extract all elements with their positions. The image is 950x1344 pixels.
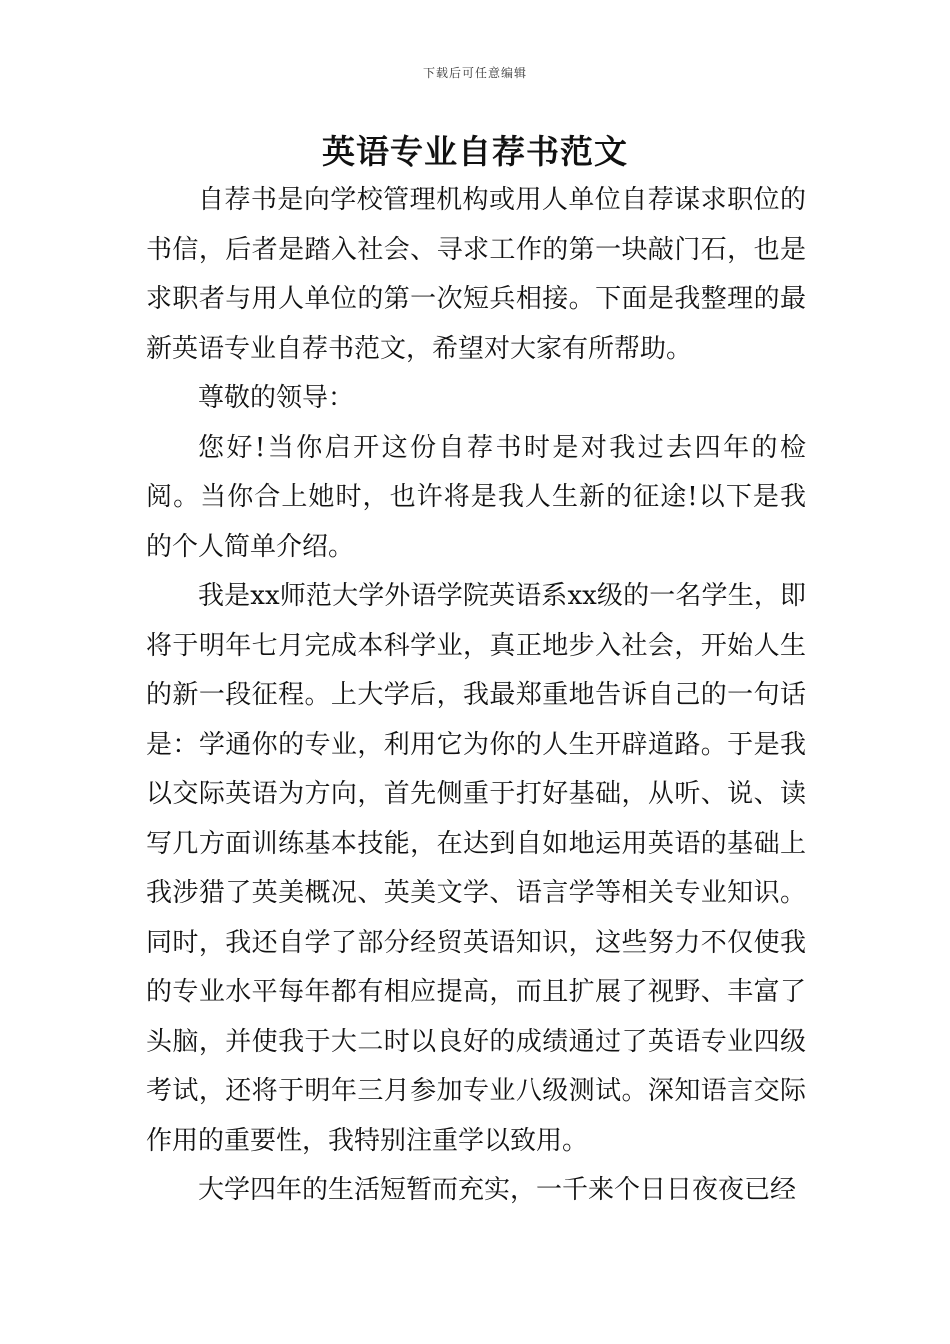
paragraph-self-introduction: 我是xx师范大学外语学院英语系xx级的一名学生，即将于明年七月完成本科学业，真正地步入社会，开始人生的新一段征程。上大学后，我最郑重地告诉自己的一句话是：学通你的专业，利用它为你的人生开辟道路。于是我以交际英语为方向，首先侧重于打好基础，从听、说、读写几方面训练基本技能，在达到自如地运用英语的基础上我涉猎了英美概况、英美文学、语言学等相关专业知识。同时，我还自学了部分经贸英语知识，这些努力不仅使我的专业水平每年都有相应提高，而且扩展了视野、丰富了头脑，并使我于大二时以良好的成绩通过了英语专业四级考试，还将于明年三月参加专业八级测试。深知语言交际作用的重要性，我特别注重学以致用。 xyxy=(146,581,806,1156)
paragraph-greeting: 您好!当你启开这份自荐书时是对我过去四年的检阅。当你合上她时，也许将是我人生新的征途!以下是我的个人简单介绍。 xyxy=(146,432,806,562)
document-body xyxy=(146,176,806,1216)
document-title: 英语专业自荐书范文 xyxy=(322,132,628,171)
paragraph-university-life: 大学四年的生活短暂而充实，一千来个日日夜夜已经 xyxy=(198,1175,797,1205)
header-note: 下载后可任意编辑 xyxy=(422,66,527,80)
paragraph-salutation: 尊敬的领导： xyxy=(198,383,355,413)
paragraph-intro: 自荐书是向学校管理机构或用人单位自荐谋求职位的书信，后者是踏入社会、寻求工作的第一块敲门石，也是求职者与用人单位的第一次短兵相接。下面是我整理的最新英语专业自荐书范文，希望对大家有所帮助。 xyxy=(146,185,806,364)
